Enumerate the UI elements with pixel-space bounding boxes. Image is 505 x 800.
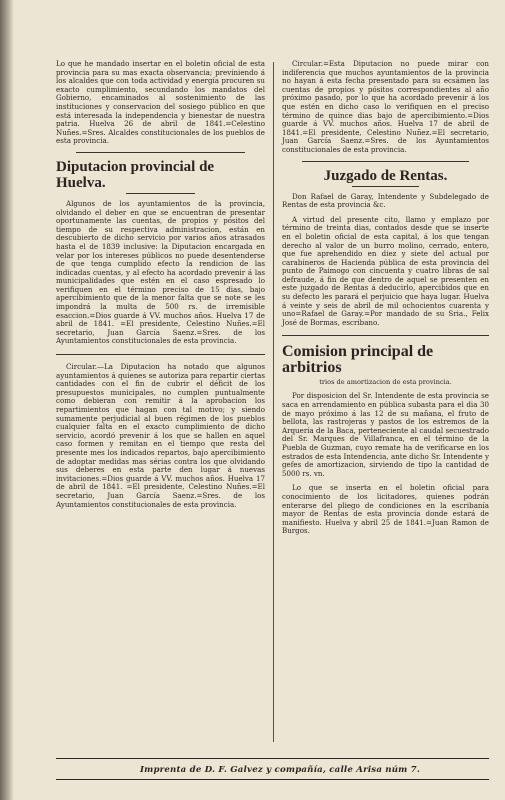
- right-column: [282, 60, 489, 542]
- left-paragraph-2: Algunos de los ayuntamientos de la provincia, olvidando el deber en que se encuentran de presentar oportunamente las cuentas, de propios y pósitos del tiempo de su respectiva administracion, están en descubierto de dicho servicio por varios años atrasados hasta el de 1839 inclusive: la Diputacion encargada en velar por los intereses públicos no puede desentenderse de que tenga cumplido efecto la rendicion de las indicadas cuentas, y al efecto ha acordado prevenir á las municipalidades que estén en el caso espresado lo verifiquen en el término preciso de 15 dias, bajo apercibimiento que de la menor falta que se note se les impondrá la multa de 500 rs. de irremisible esaccion.=Dios guarde á VV. muchos años. Huelva 17 de abril de 1841. =El presidente, Celestino Nuñes.=El secretario, Juan García Saenz.=Sres. de los Ayuntamientos constitucionales de esta provincia.: [56, 198, 265, 346]
- section-divider: [302, 161, 469, 162]
- right-paragraph-5: Lo que se inserta en el boletin oficial para conocimiento de los licitadores, quienes podrán enterarse del pliego de condiciones en la escribanía mayor de Rentas de esta provincia donde estará de manifiesto. Huelva y abril 25 de 1841.=Juan Ramon de Burgos.: [282, 483, 489, 536]
- heading-diputacion: Diputacion provincial de Huelva.: [56, 158, 215, 191]
- right-paragraph-4: Por disposicion del Sr. Intendente de esta provincia se saca en arrendamiento en pública subasta para el dia 30 de mayo próximo á las 12 de su mañana, el fruto de bellota, las rastrojeras y pastos de los estremos de la Arquería de la Baca, perteneciente al caudal secuestrado del Sr. Marques de Villafranca, en el término de la Puebla de Guzman, cuyo remate ha de verificarse en los estrados de esta Intendencia, ante dicho Sr. Intendente y gefes de amortizacion, sirviendo de tipo la cantidad de 5000 rs. vn.: [282, 391, 489, 478]
- heading-underline: [352, 186, 419, 187]
- left-paragraph-3: Circular.—La Diputacion ha notado que algunos ayuntamientos á quienes se autoriza para repartir ciertas cantidades con el fin de cubrir el déficit de los presupuestos municipales, no cumplen puntualmente como debieran con remitir á la aprobacion los repartimientos que hagan con tal motivo; y siendo sumamente perjudicial al buen régimen de los pueblos cualquier falta en el exacto cumplimiento de dicho servicio, acordó prevenir á los que se hallen en aquel caso formen y remitan en el tiempo que resta del presente mes los indicados repartos, bajo apercibimiento de adoptar medidas mas sérias contra los que olvidando sus deberes en esta parte den lugar á nuevas invitaciones.=Dios guarde á VV. muchos años. Huelva 17 de abril de 1841. =El presidente, Celestino Nuñes.=El secretario, Juan García Saenz.=Sres. de los Ayuntamientos constitucionales de esta provincia.: [56, 362, 265, 509]
- page-binding-shadow: [0, 0, 14, 800]
- footer-rule-bottom: [56, 779, 489, 780]
- column-divider: [273, 62, 274, 742]
- section-divider: [56, 354, 265, 355]
- left-paragraph-1: Lo que he mandado insertar en el boletin oficial de esta provincia para su mas exacta observancia; previniendo á los alcaldes que con toda actividad y energía procuren su exacto cumplimiento, secundando los mandatos del Gobierno, encaminados al sostenimiento de las instituciones y conservacion del sosiego público en que está interesada la independencia y bienestar de nuestra patria. Huelva 26 de abril de 1841.=Celestino Nuñes.=Sres. Alcaldes constitucionales de los pueblos de esta provincia.: [56, 59, 265, 146]
- right-paragraph-2: Don Rafael de Garay, Intendente y Subdelegado de Rentas de esta provincia &c.: [282, 191, 489, 210]
- footer-rule-top: [56, 758, 489, 759]
- section-divider: [282, 335, 489, 336]
- subheading-comision: trios de amortizacion de esta provincia.: [319, 378, 452, 387]
- left-column: [56, 60, 265, 515]
- heading-comision: Comision principal de arbitrios: [282, 343, 434, 377]
- printer-imprint: Imprenta de D. F. Galvez y compañía, calle Arisa núm 7.: [139, 765, 421, 775]
- right-paragraph-1: Circular.=Esta Diputacion no puede mirar con indiferencia que muchos ayuntamientos de la provincia no hayan á esta fecha presentado para su ecsámen las cuentas de propios y pósitos correspondientes al año próximo pasado, por lo que ha acordado prevenir á los que estén en dicho caso lo verifiquen en el preciso término de quince dias bajo de apercibimiento.=Dios guarde á VV. muchos años. Huelva 17 de abril de 1841.=El presidente, Celestino Nuñez.=El secretario, Juan García Saenz.=Sres. de los Ayuntamientos constitucionales de esta provincia.: [282, 59, 489, 154]
- right-paragraph-3: A virtud del presente cito, llamo y emplazo por término de treinta dias, contados desde que se inserte en el boletin oficial de esta capital, á los que tengan derecho al valor de un burro molino, cerrado, entero, que fue aprehendido en diez y siete del actual por carabineros de Hacienda pública de esta provincia del punto de Paimogo con cincuenta y cuatro libras de sal defraude, á fin de que dentro de aquel se presenten en este juzgado de Rentas á deducirlo, apercibidos que en su defecto les parará el perjuicio que haya lugar. Huelva á veinte y seis de abril de mil ochocientos cuarenta y uno=Rafael de Garay.=Por mandado de su Sria., Felix José de Bormas, escribano.: [282, 214, 489, 327]
- section-divider: [76, 152, 245, 153]
- heading-underline: [126, 193, 195, 194]
- heading-juzgado: Juzgado de Rentas.: [323, 167, 448, 184]
